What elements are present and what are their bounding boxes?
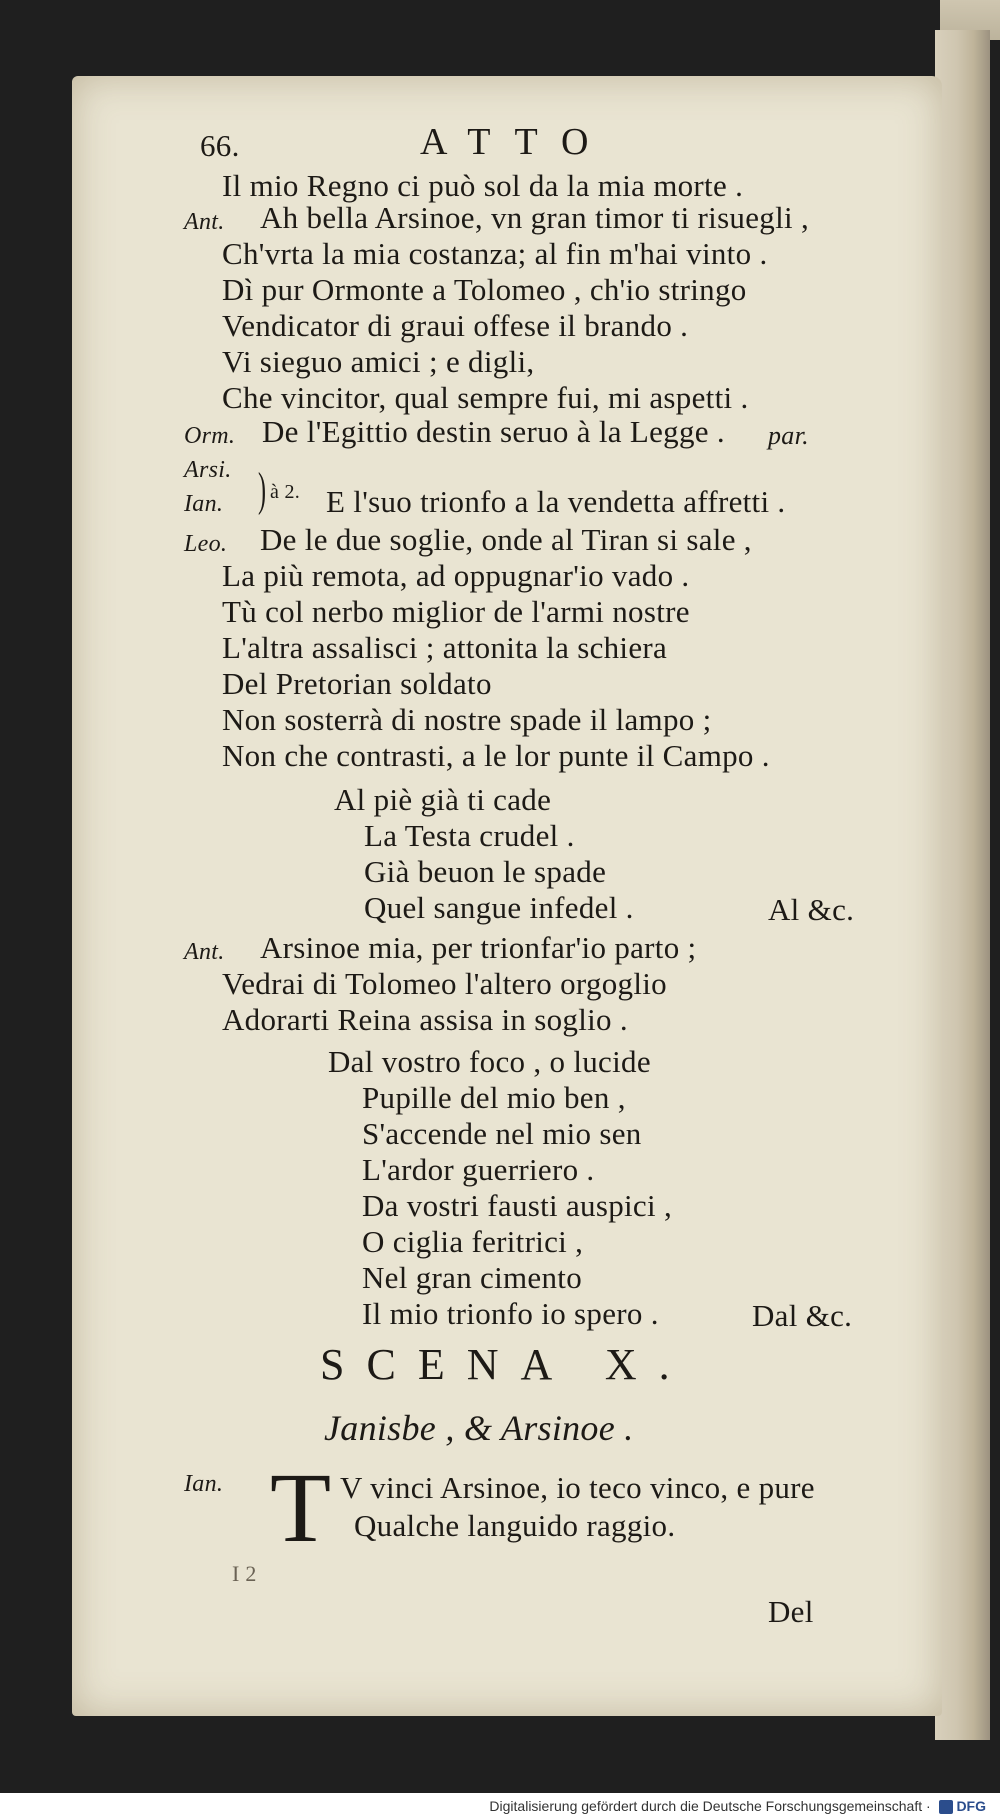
- verse-line: Vendicator di graui offese il brando .: [222, 308, 689, 343]
- speaker-label: Ian.: [184, 491, 224, 517]
- verse-line: O ciglia feritrici ,: [362, 1224, 584, 1259]
- verse-line: Al piè già ti cade: [334, 782, 552, 817]
- verse-line: Vedrai di Tolomeo l'altero orgoglio: [222, 966, 667, 1001]
- verse-line: Del Pretorian soldato: [222, 666, 492, 701]
- speaker-label: Ian.: [184, 1471, 224, 1497]
- verse-line: E l'suo trionfo a la vendetta affretti .: [326, 484, 786, 519]
- drop-cap: T: [270, 1452, 332, 1563]
- page-number: 66.: [200, 128, 240, 163]
- verse-line: Da vostri fausti auspici ,: [362, 1188, 672, 1223]
- verse-line: Ch'vrta la mia costanza; al fin m'hai vinto .: [222, 236, 768, 271]
- verse-line: Adorarti Reina assisa in soglio .: [222, 1002, 628, 1037]
- verse-line: Il mio trionfo io spero .: [362, 1296, 659, 1331]
- stage-direction: à 2.: [270, 481, 301, 503]
- verse-line: Già beuon le spade: [364, 854, 607, 889]
- verse-line: Il mio Regno ci può sol da la mia morte .: [222, 168, 744, 203]
- verse-line: Vi sieguo amici ; e digli,: [222, 344, 535, 379]
- verse-line: Pupille del mio ben ,: [362, 1080, 626, 1115]
- verse-line: V vinci Arsinoe, io teco vinco, e pure: [340, 1470, 815, 1505]
- verse-line: Arsinoe mia, per trionfar'io parto ;: [260, 930, 697, 965]
- dfg-logo-label: DFG: [956, 1798, 986, 1814]
- speaker-label: Ant.: [184, 939, 225, 965]
- book-page-edge: [935, 30, 990, 1740]
- verse-line: De l'Egittio destin seruo à la Legge .: [262, 414, 725, 449]
- scene-title: SCENA X.: [320, 1340, 692, 1389]
- verse-line: La Testa crudel .: [364, 818, 575, 853]
- verse-line: Che vincitor, qual sempre fui, mi aspetti .: [222, 380, 749, 415]
- verse-line: Nel gran cimento: [362, 1260, 582, 1295]
- footer-text: Digitalisierung gefördert durch die Deutsche Forschungsgemeinschaft ·: [489, 1798, 931, 1814]
- verse-line: Non che contrasti, a le lor punte il Campo .: [222, 738, 770, 773]
- speaker-label: Arsi.: [184, 457, 232, 483]
- verse-line: L'ardor guerriero .: [362, 1152, 595, 1187]
- stage-direction: par.: [768, 421, 809, 450]
- stage-direction: Dal &c.: [752, 1298, 853, 1333]
- speaker-label: Orm.: [184, 423, 236, 449]
- verse-line: Non sosterrà di nostre spade il lampo ;: [222, 702, 712, 737]
- stage-direction: Al &c.: [768, 892, 855, 927]
- verse-line: Qualche languido raggio.: [354, 1508, 676, 1543]
- verse-line: Dal vostro foco , o lucide: [328, 1044, 651, 1079]
- dfg-logo-icon: [939, 1800, 953, 1814]
- verse-line: La più remota, ad oppugnar'io vado .: [222, 558, 690, 593]
- running-title: ATTO: [420, 121, 613, 163]
- catchword: Del: [768, 1594, 814, 1629]
- verse-line: Tù col nerbo miglior de l'armi nostre: [222, 594, 690, 629]
- verse-line: Ah bella Arsinoe, vn gran timor ti risuegli ,: [260, 200, 810, 235]
- signature-mark: I 2: [232, 1561, 257, 1586]
- verse-line: L'altra assalisci ; attonita la schiera: [222, 630, 668, 665]
- speaker-label: Ant.: [184, 209, 225, 235]
- verse-line: S'accende nel mio sen: [362, 1116, 642, 1151]
- verse-line: Quel sangue infedel .: [364, 890, 634, 925]
- digitization-footer: [0, 1793, 1000, 1819]
- book-page: [72, 76, 942, 1716]
- verse-line: De le due soglie, onde al Tiran si sale ,: [260, 522, 752, 557]
- brace: ): [258, 463, 267, 516]
- scene-characters: Janisbe , & Arsinoe .: [324, 1408, 634, 1448]
- verse-line: Dì pur Ormonte a Tolomeo , ch'io stringo: [222, 272, 747, 307]
- speaker-label: Leo.: [184, 531, 228, 557]
